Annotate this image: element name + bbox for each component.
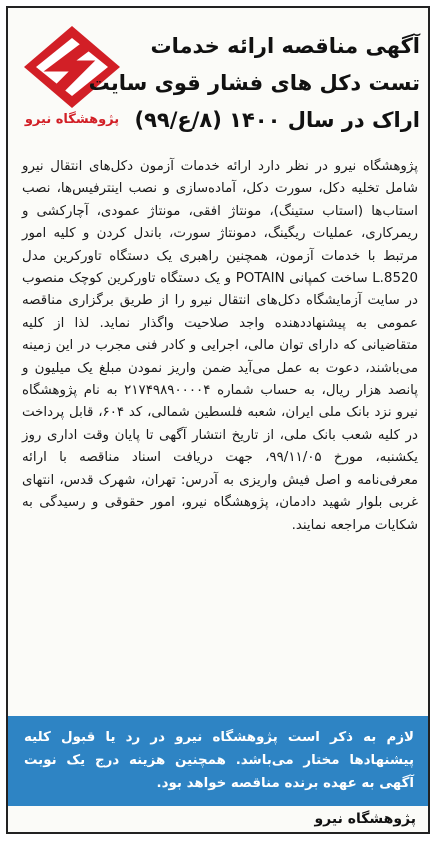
logo-caption: پژوهشگاه نیرو [24,112,120,127]
ad-title [88,28,420,139]
ad-body-text: پژوهشگاه نیرو در نظر دارد ارائه خدمات آزمون دکل‌های انتقال نیرو شامل تخلیه دکل، سورت دکل، آماده‌سازی و نصب اینترفیس‌ها، نصب استاب‌ها (استاب ستینگ)، مونتاژ افقی، مونتاژ عمودی، آچارکشی و ریمرکاری، عملیات ریگینگ، دمونتاژ سورت، باندل کردن و کلیه امور مرتبط با خدمات آزمون، همچنین راهبری یک دستگاه تاورکرین مدل 8520.L ساخت کمپانی POTAIN و یک دستگاه تاورکرین کوچک منصوب در سایت آزمایشگاه دکل‌های انتقال نیرو را از طریق برگزاری مناقصه عمومی به پیشنهاددهنده واجد صلاحیت واگذار نماید. لذا از کلیه متقاضیانی که دارای توان مالی، اجرایی و کادر فنی مجرب در این زمینه می‌باشند، دعوت به عمل می‌آید ضمن واریز نمودن مبلغ یک میلیون و پانصد هزار ریال، به حساب شماره ۲۱۷۴۹۸۹۰۰۰۰۴ به نام پژوهشگاه نیرو نزد بانک ملی ایران، شعبه فلسطین شمالی، کد ۶۰۴، قابل پرداخت در کلیه شعب بانک ملی، از تاریخ انتشار آگهی تا پایان وقت اداری روز یکشنبه، مورخ ۹۹/۱۱/۰۵، جهت دریافت اسناد مناقصه با ارائه معرفی‌نامه و اصل فیش واریزی به آدرس: تهران، شهرک قدس، انتهای غربی بلوار شهید دادمان، پژوهشگاه نیرو، امور حقوقی و رسیدگی به شکایات مراجعه نمایند. [22,159,418,533]
footer-signature: پژوهشگاه نیرو [314,811,416,827]
notice-box [8,716,428,806]
title-line-2: تست دکل های فشار قوی سایت [88,71,420,95]
title-line-1: آگهی مناقصه ارائه خدمات [150,34,420,58]
title-line-3: اراک در سال ۱۴۰۰ (۸/ع/۹۹) [134,108,420,132]
notice-text: لازم به ذکر است پژوهشگاه نیرو در رد یا قبول کلیه پیشنهادها مختار می‌باشد. همچنین هزینه درج یک نوبت آگهی به عهده برنده مناقصه خواهد بود. [24,730,414,791]
ad-header [16,18,424,146]
advertisement-frame [6,6,430,834]
